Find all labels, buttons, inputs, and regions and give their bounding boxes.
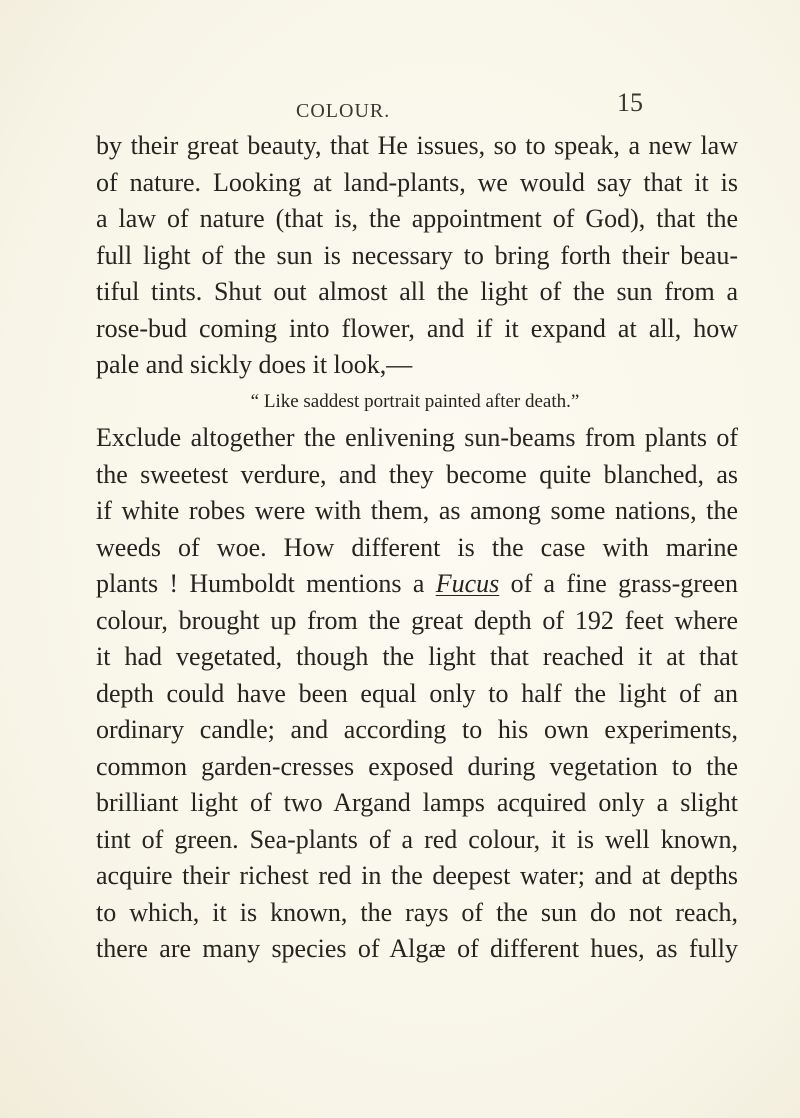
text-line: common garden-cresses exposed during vegetation to the	[96, 751, 738, 781]
text-line: tiful tints. Shut out almost all the light of the sun from a	[96, 277, 738, 306]
text-line: rose-bud coming into flower, and if it expand at all, how	[96, 313, 738, 343]
text-line: pale and sickly does it look,—	[96, 350, 413, 379]
text-line: the sweetest verdure, and they become quite blanched, as	[96, 459, 738, 489]
fucus-line-before: plants ! Humboldt mentions a	[96, 569, 436, 598]
text-line: a law of nature (that is, the appointment of God), that the	[96, 204, 738, 233]
text-line: ordinary candle; and according to his own experiments,	[96, 715, 738, 744]
text-line: by their great beauty, that He issues, so to speak, a new law	[96, 131, 738, 160]
text-line: to which, it is known, the rays of the sun do not reach,	[96, 897, 738, 927]
text-line: colour, brought up from the great depth of 192 feet where	[96, 605, 738, 635]
quotation: “ Like saddest portrait painted after death.”	[250, 390, 580, 412]
fucus-italic: Fucus	[435, 569, 500, 598]
text-line: of nature. Looking at land-plants, we would say that it is	[96, 167, 738, 197]
text-line: brilliant light of two Argand lamps acquired only a slight	[96, 788, 738, 817]
text-line: there are many species of Algæ of different hues, as fully	[96, 934, 738, 963]
text-line: depth could have been equal only to half the light of an	[96, 678, 738, 708]
running-title: COLOUR.	[296, 100, 391, 122]
text-line: weeds of woe. How different is the case with marine	[96, 532, 738, 562]
fucus-line-after: of a fine grass-green	[499, 569, 738, 598]
body-text	[96, 128, 738, 968]
text-line-fucus	[96, 566, 738, 603]
text-line: if white robes were with them, as among some nations, the	[96, 496, 738, 525]
text-line: Exclude altogether the enlivening sun-beams from plants of	[96, 423, 738, 452]
text-line: full light of the sun is necessary to bring forth their beau-	[96, 240, 738, 270]
text-line: it had vegetated, though the light that reached it at that	[96, 642, 738, 671]
text-line: acquire their richest red in the deepest water; and at depths	[96, 861, 738, 890]
text-line: tint of green. Sea-plants of a red colour, it is well known,	[96, 824, 738, 854]
page-number: 15	[617, 88, 643, 117]
